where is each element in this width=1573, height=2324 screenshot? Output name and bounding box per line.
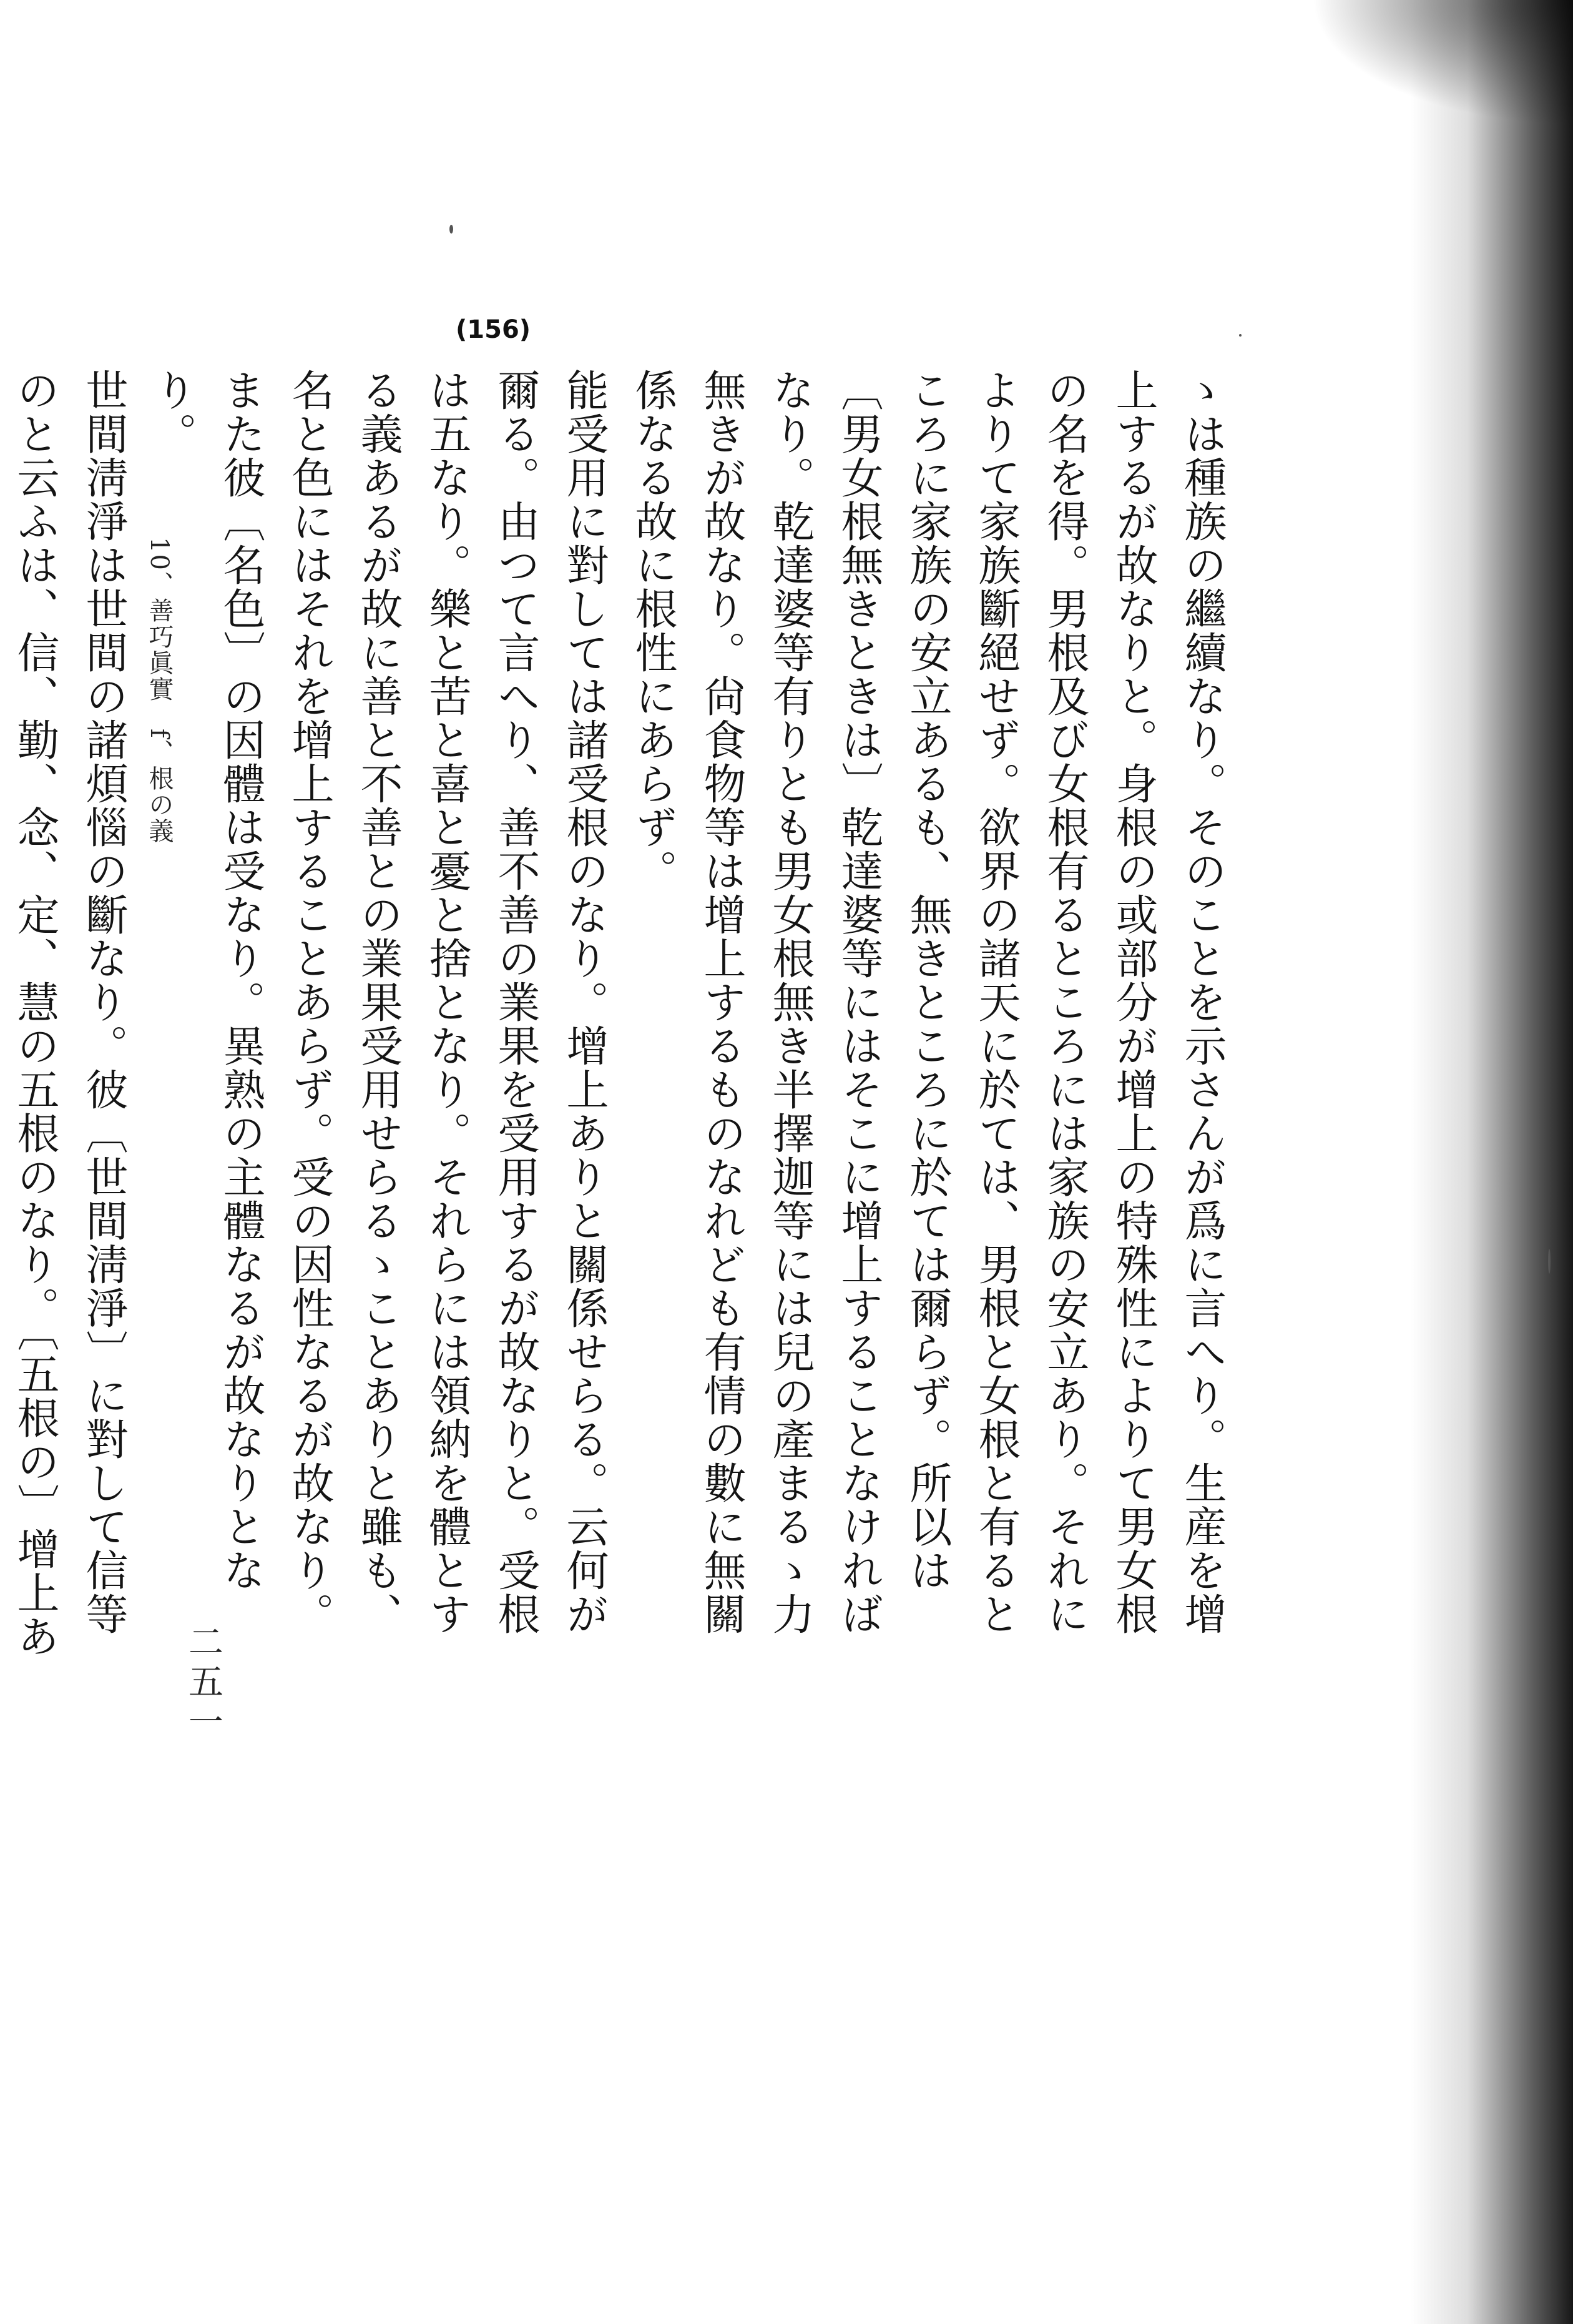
scan-shadow-edge xyxy=(1411,0,1573,2324)
folio-number: 二五一 xyxy=(183,1623,223,1743)
paragraph-2: 能受用に對しては諸受根のなり。增上ありと關係せらる。云何が爾る。由つて言へり、善不善の業果を受用するが故なりと。受根は五なり。樂と苦と喜と憂と捨となり。それらには領納を體とする義あるが故に善と不善との業果受用せらるゝことありと雖も、名と色にはそれを增上することあらず。受の因性なるが故なり。また彼〔名色〕の因體は受なり。異熟の主體なるが故なりとなり。 xyxy=(147,368,609,1636)
paragraph-3: 世間淸淨は世間の諸煩惱の斷なり。彼〔世間淸淨〕に對して信等のと云ふは、信、勤、念、定、慧の五根のなり。〔五根の〕增上あ xyxy=(10,368,128,1658)
page-number-top: (156) xyxy=(456,315,531,344)
dust-speck xyxy=(449,225,453,234)
running-footer: 10、善巧眞實 f、根の義 xyxy=(145,537,174,844)
dust-speck xyxy=(1548,1249,1551,1274)
paragraph-1: ゝは種族の繼續なり。そのことを示さんが爲に言へり。生産を增上するが故なりと。身根の或部分が增上の特殊性によりて男女根の名を得。男根及び女根有るところには家族の安立あり。それによりて家族斷絕せず。欲界の諸天に於ては、男根と女根と有るところに家族の安立あるも、無きところに於ては爾らず。所以は〔男女根無きときは〕乾達婆等にはそこに增上することなければなり。乾達婆等有りとも男女根無き半擇迦等には兒の產まるゝ力無きが故なり。尙食物等は增上するものなれども有情の數に無關係なる故に根性にあらず。 xyxy=(628,368,1227,1636)
dust-speck xyxy=(1239,334,1242,337)
